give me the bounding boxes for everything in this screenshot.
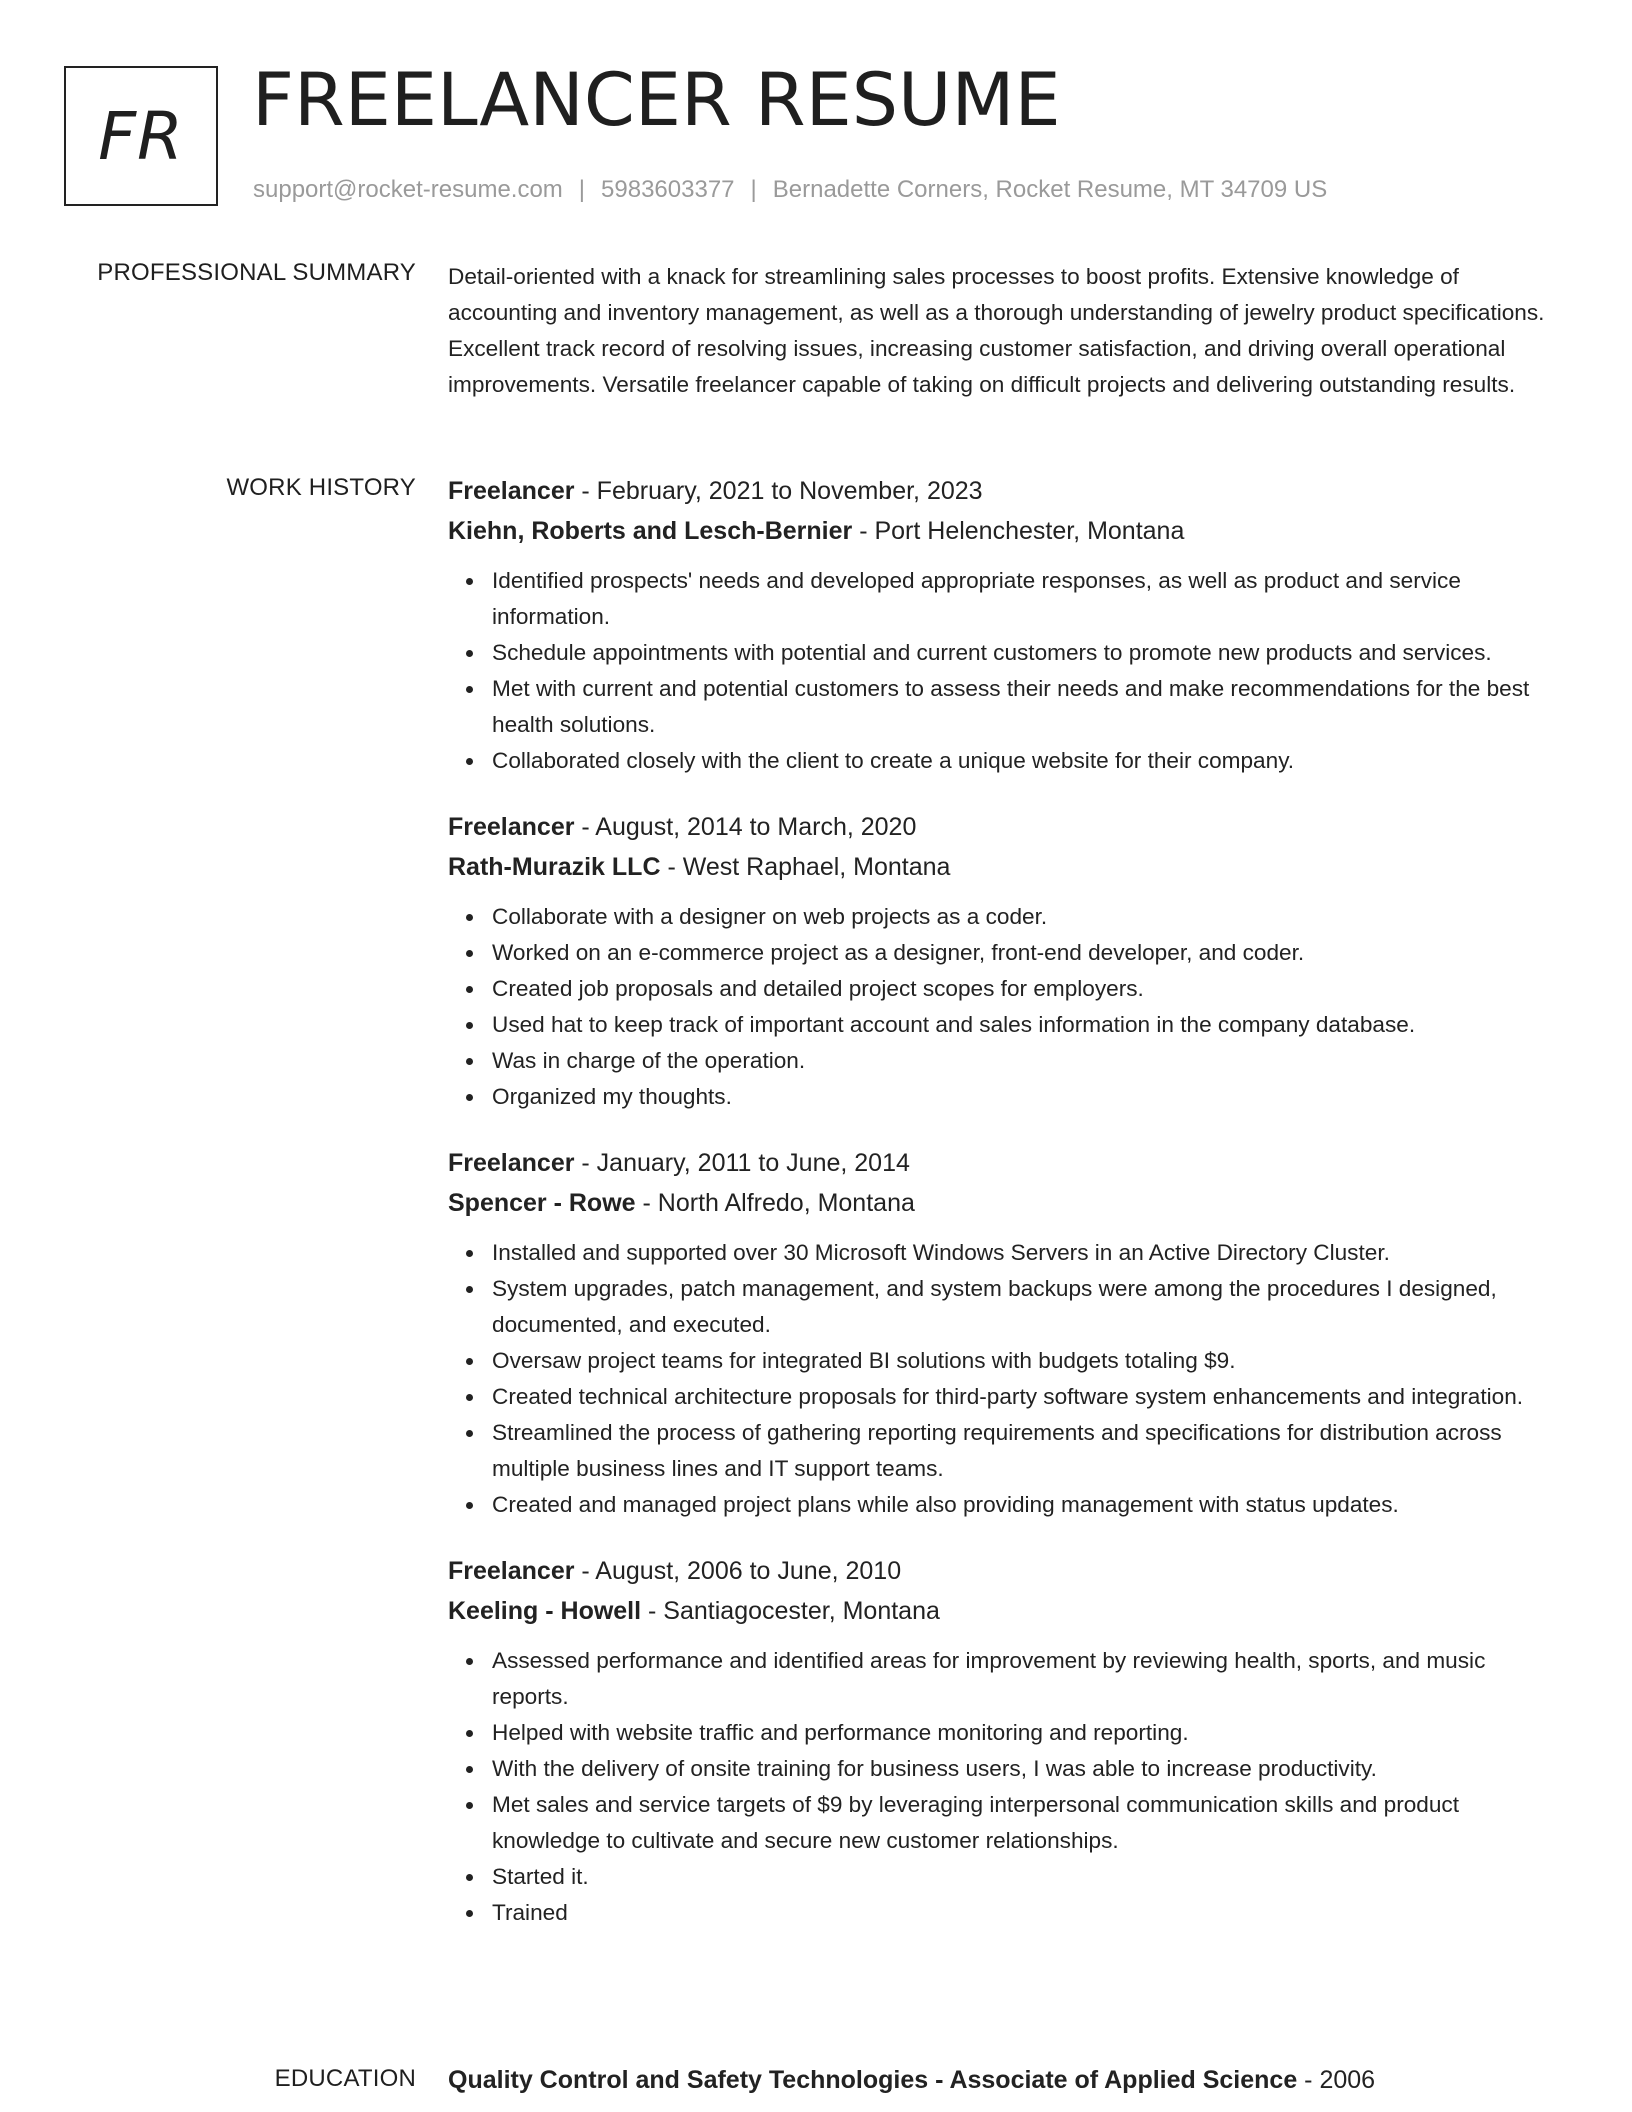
job-bullet: Created technical architecture proposals for third-party software system enhancements and integration. [492,1379,1568,1415]
contact-email[interactable]: support@rocket-resume.com [253,176,563,203]
section-label-work-history: WORK HISTORY [226,474,416,501]
page-title: FREELANCER RESUME [252,58,1061,143]
job-bullet: Assessed performance and identified areas for improvement by reviewing health, sports, and music reports. [492,1643,1568,1715]
job-location: - West Raphael, Montana [660,853,951,881]
job-bullet: Was in charge of the operation. [492,1043,1568,1079]
job-company: Spencer - Rowe [448,1189,636,1217]
job-bullet: Collaborate with a designer on web projects as a coder. [492,899,1568,935]
job-bullet: Started it. [492,1859,1568,1895]
job-bullet: Used hat to keep track of important account and sales information in the company database. [492,1007,1568,1043]
job-bullets [448,1643,1568,1931]
job-bullet: System upgrades, patch management, and system backups were among the procedures I designed, documented, and executed. [492,1271,1568,1343]
job-company: Kiehn, Roberts and Lesch-Bernier [448,517,853,545]
job-title: Freelancer [448,477,575,505]
job-location: - North Alfredo, Montana [635,1189,915,1217]
job-dates: - February, 2021 to November, 2023 [574,477,983,505]
education-degree: Quality Control and Safety Technologies - Associate of Applied Science [448,2066,1298,2094]
contact-separator: | [750,176,757,203]
job-title: Freelancer [448,1557,575,1585]
summary-section [448,259,1568,403]
job-dates: - August, 2006 to June, 2010 [574,1557,902,1585]
job-company: Keeling - Howell [448,1597,642,1625]
job-bullet: Streamlined the process of gathering reporting requirements and specifications for distribution across multiple business lines and IT support teams. [492,1415,1568,1487]
job-bullet: Met with current and potential customers to assess their needs and make recommendations for the best health solutions. [492,671,1568,743]
education-year: - 2006 [1297,2066,1376,2094]
education-line [448,2060,1568,2100]
job-bullet: Installed and supported over 30 Microsoft Windows Servers in an Active Directory Cluster. [492,1235,1568,1271]
contact-separator: | [578,176,586,203]
job-entry [448,807,1568,1115]
work-history-section [448,471,1568,1959]
job-entry [448,1551,1568,1931]
job-company-line [448,1591,1568,1631]
job-dates: - January, 2011 to June, 2014 [574,1149,910,1177]
job-bullet: Oversaw project teams for integrated BI solutions with budgets totaling $9. [492,1343,1568,1379]
job-bullet: Organized my thoughts. [492,1079,1568,1115]
job-title-line [448,471,1568,511]
job-bullet: Identified prospects' needs and developed appropriate responses, as well as product and service information. [492,563,1568,635]
section-label-education: EDUCATION [274,2065,416,2092]
job-location: - Port Helenchester, Montana [852,517,1185,545]
contact-line [253,175,1327,205]
job-bullet: Schedule appointments with potential and current customers to promote new products and services. [492,635,1568,671]
education-section [448,2060,1568,2100]
job-title: Freelancer [448,813,575,841]
job-bullet: Created job proposals and detailed project scopes for employers. [492,971,1568,1007]
summary-text: Detail-oriented with a knack for streamlining sales processes to boost profits. Extensive knowledge of accounting and inventory management, as well as a thorough understanding of jewelry product specifications. Excellent track record of resolving issues, increasing customer satisfaction, and driving overall operational improvements. Versatile freelancer capable of taking on difficult projects and delivering outstanding results. [448,264,1545,397]
job-title-line [448,1551,1568,1591]
job-bullets [448,899,1568,1115]
job-bullet: Met sales and service targets of $9 by leveraging interpersonal communication skills and product knowledge to cultivate and secure new customer relationships. [492,1787,1568,1859]
job-bullet: Worked on an e-commerce project as a designer, front-end developer, and coder. [492,935,1568,971]
job-company: Rath-Murazik LLC [448,853,661,881]
job-bullet: Collaborated closely with the client to create a unique website for their company. [492,743,1568,779]
monogram-logo: FR [64,66,218,206]
contact-address: Bernadette Corners, Rocket Resume, MT 34709 US [772,176,1328,203]
job-title-line [448,807,1568,847]
job-bullets [448,563,1568,779]
job-bullet: Created and managed project plans while also providing management with status updates. [492,1487,1568,1523]
job-bullet: With the delivery of onsite training for business users, I was able to increase productivity. [492,1751,1568,1787]
job-bullet: Trained [492,1895,1568,1931]
job-title: Freelancer [448,1149,575,1177]
contact-phone[interactable]: 5983603377 [601,176,735,203]
job-entry [448,471,1568,779]
job-entry [448,1143,1568,1523]
section-label-summary: PROFESSIONAL SUMMARY [97,259,416,286]
job-dates: - August, 2014 to March, 2020 [574,813,917,841]
job-company-line [448,847,1568,887]
job-bullet: Helped with website traffic and performance monitoring and reporting. [492,1715,1568,1751]
job-company-line [448,511,1568,551]
job-title-line [448,1143,1568,1183]
job-bullets [448,1235,1568,1523]
job-location: - Santiagocester, Montana [641,1597,940,1625]
job-company-line [448,1183,1568,1223]
